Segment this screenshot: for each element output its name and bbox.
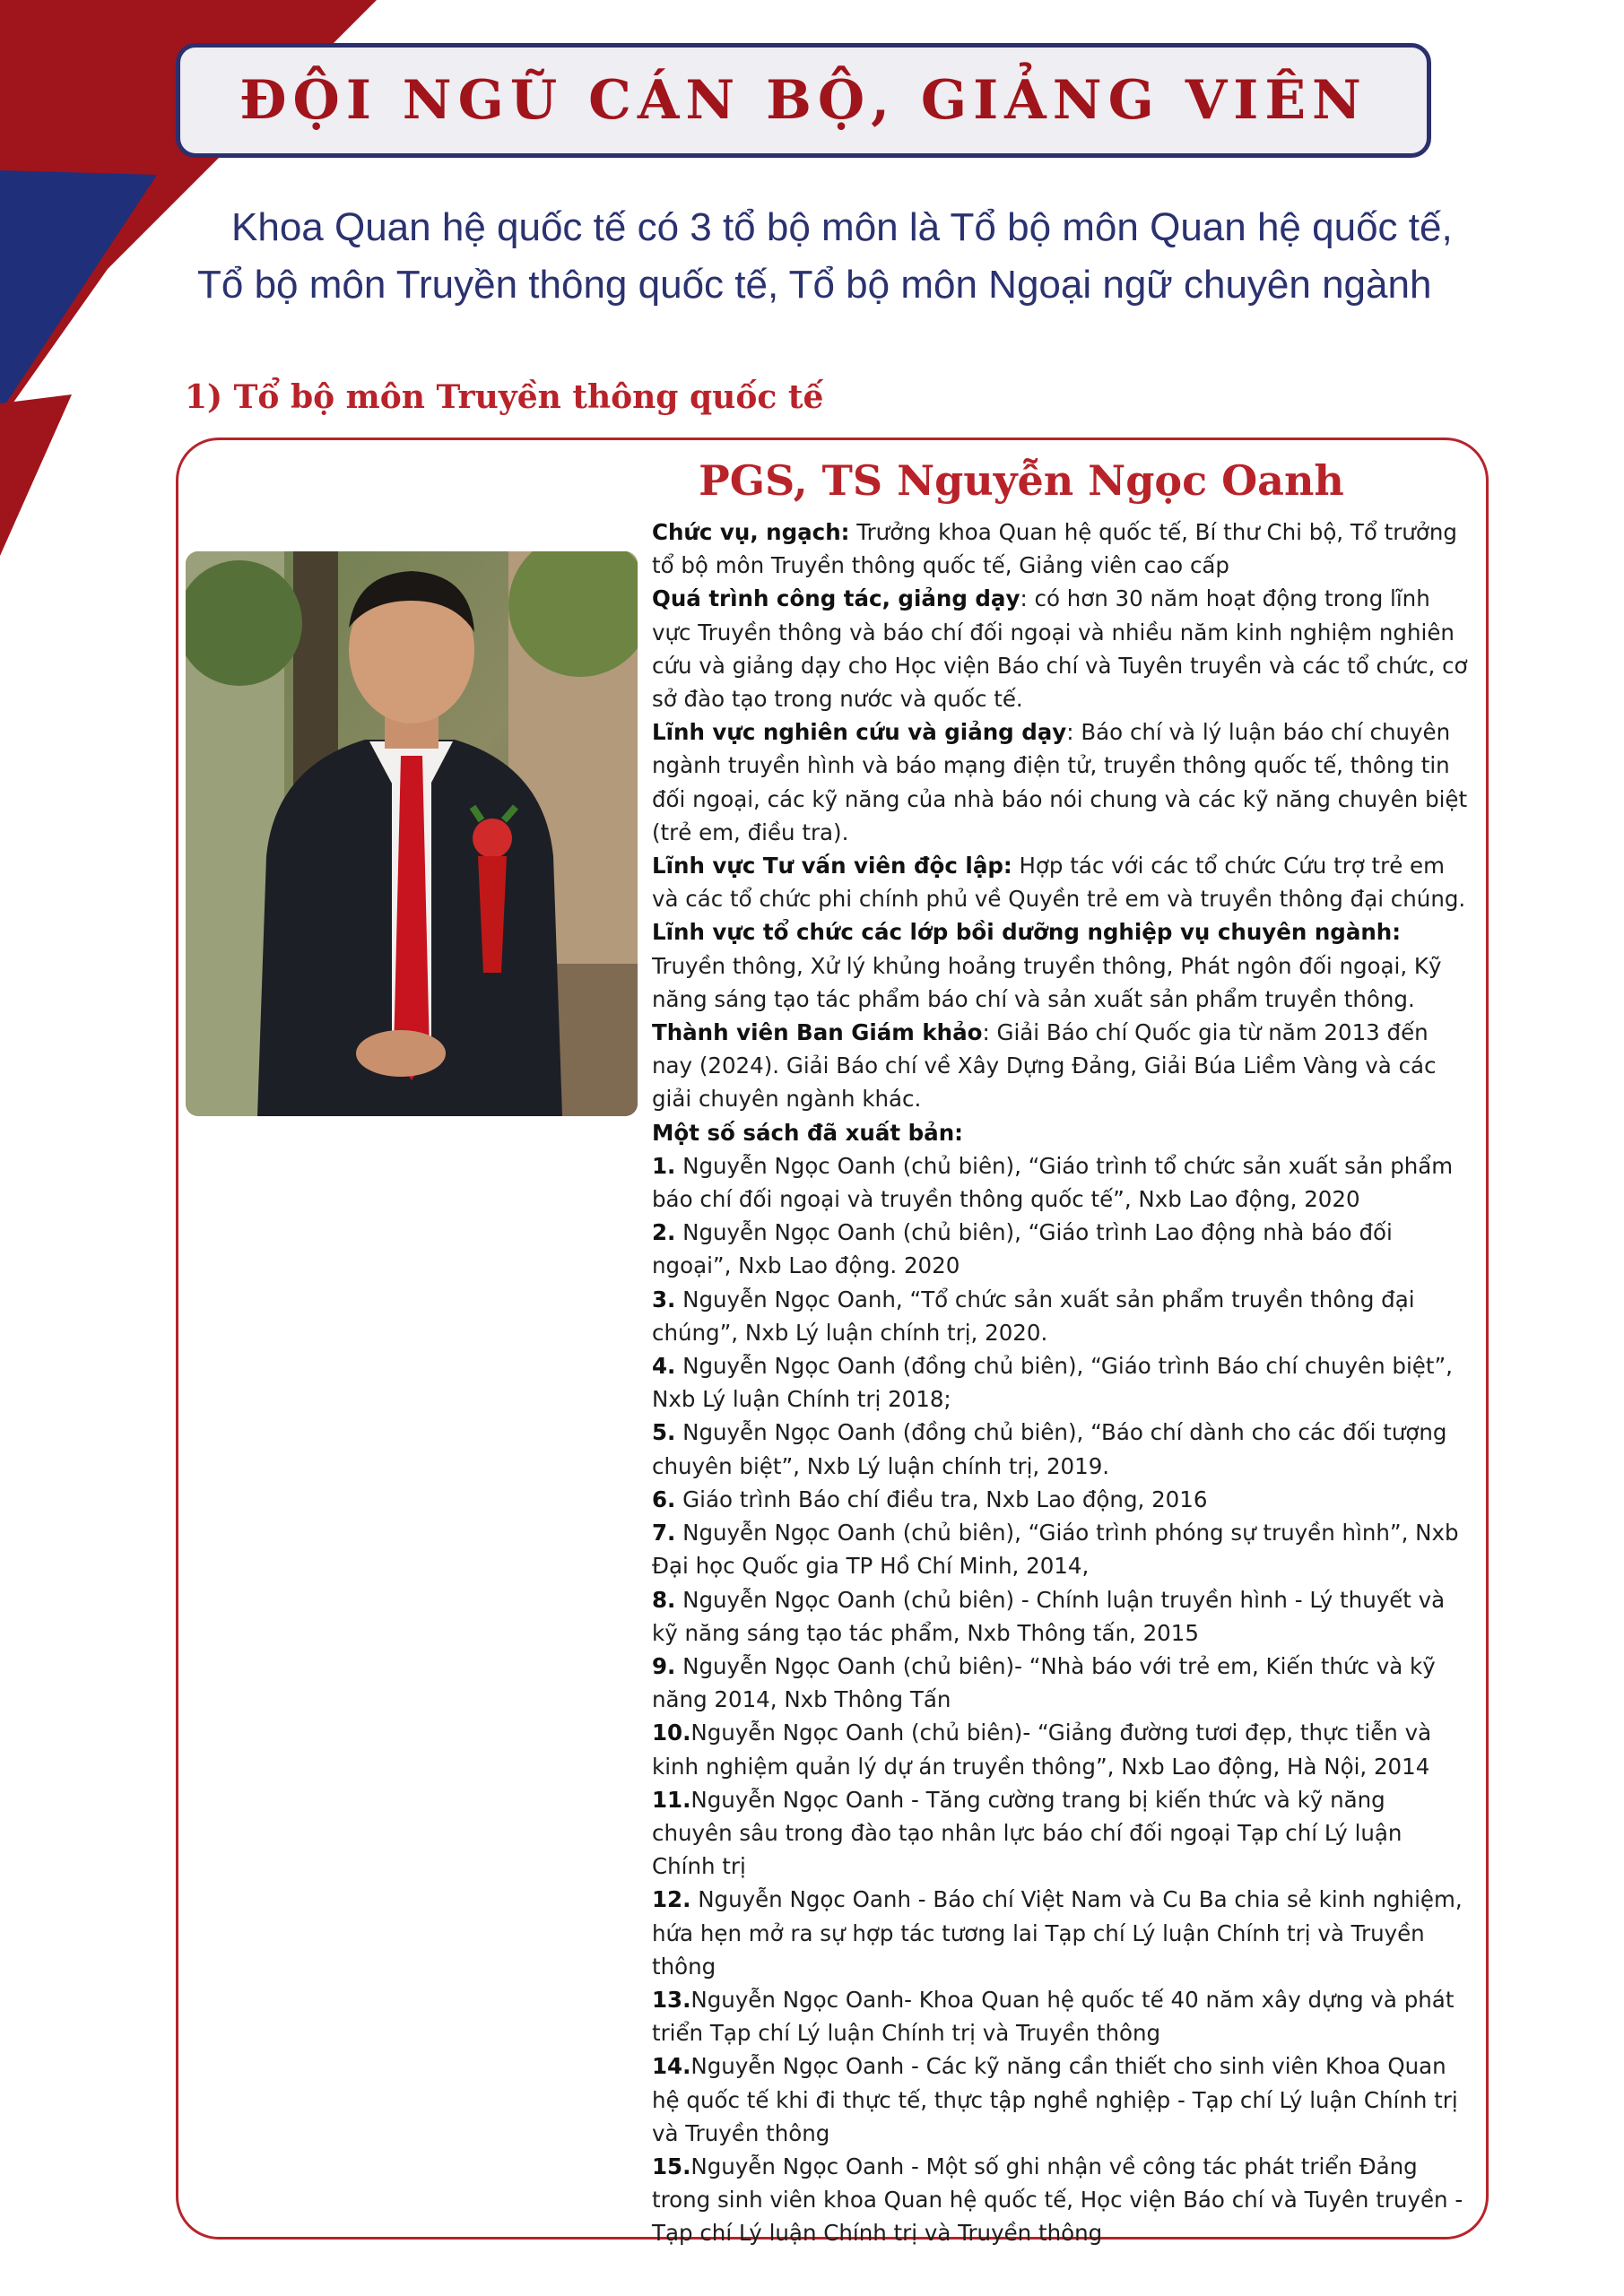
book-item	[652, 1783, 1470, 1884]
book-number: 8.	[652, 1586, 676, 1613]
bio-field-text: Trưởng khoa Quan hệ quốc tế, Bí thư Chi bộ, Tổ trưởng tổ bộ môn Truyền thông quốc tế, Giảng viên cao cấp	[652, 519, 1457, 579]
page-title: ĐỘI NGŨ CÁN BỘ, GIẢNG VIÊN	[239, 69, 1368, 132]
book-item	[652, 1416, 1470, 1482]
intro-paragraph	[197, 199, 1578, 314]
book-number: 3.	[652, 1286, 676, 1313]
bio-field	[652, 715, 1470, 849]
book-item	[652, 1983, 1470, 2049]
intro-line-1: Khoa Quan hệ quốc tế có 3 tổ bộ môn là Tổ bộ môn Quan hệ quốc tế,	[231, 205, 1453, 249]
book-text: Nguyễn Ngọc Oanh (chủ biên)- “Giảng đường tươi đẹp, thực tiễn và kinh nghiệm quản lý dự án truyền thông”, Nxb Lao động, Hà Nội, 2014	[652, 1720, 1432, 1780]
book-number: 2.	[652, 1219, 676, 1246]
bio-field	[652, 849, 1470, 915]
bio-field-label: Lĩnh vực tổ chức các lớp bồi dưỡng nghiệp vụ chuyên ngành:	[652, 919, 1402, 946]
bio-field-label: Lĩnh vực nghiên cứu và giảng dạy	[652, 719, 1067, 746]
book-item	[652, 1349, 1470, 1416]
book-text: Nguyễn Ngọc Oanh - Các kỹ năng cần thiết cho sinh viên Khoa Quan hệ quốc tế khi đi thực tế, thực tập nghề nghiệp - Tạp chí Lý luận Chính trị và Truyền thông	[652, 2053, 1458, 2146]
book-item	[652, 1483, 1470, 1516]
book-number: 13.	[652, 1986, 691, 2013]
book-number: 14.	[652, 2053, 691, 2080]
person-name: PGS, TS Nguyễn Ngọc Oanh	[699, 456, 1344, 505]
bio-field-label: Chức vụ, ngạch:	[652, 519, 850, 545]
bio-field-text: : có hơn 30 năm hoạt động trong lĩnh vực Truyền thông và báo chí đối ngoại và nhiều năm kinh nghiệm nghiên cứu và giảng dạy cho Học viện Báo chí và Tuyên truyền và các tổ chức, cơ sở đào tạo trong nước và quốc tế.	[652, 585, 1468, 713]
bio-field-label: Quá trình công tác, giảng dạy	[652, 585, 1020, 612]
book-text: Nguyễn Ngọc Oanh - Một số ghi nhận về công tác phát triển Đảng trong sinh viên khoa Quan hệ quốc tế, Học viện Báo chí và Tuyên truyền - Tạp chí Lý luận Chính trị và Truyền thông	[652, 2153, 1463, 2247]
books-heading-label: Một số sách đã xuất bản:	[652, 1119, 963, 1146]
profile-card	[176, 438, 1489, 2247]
book-number: 11.	[652, 1786, 691, 1813]
book-item	[652, 1650, 1470, 1716]
bio-field-text: Hợp tác với các tổ chức Cứu trợ trẻ em và các tổ chức phi chính phủ về Quyền trẻ em và truyền thông đại chúng.	[652, 853, 1466, 913]
bio-field-text: : Giải Báo chí Quốc gia từ năm 2013 đến nay (2024). Giải Báo chí về Xây Dựng Đảng, Giải Búa Liềm Vàng và các giải chuyên ngành khác.	[652, 1019, 1437, 1113]
book-item	[652, 1716, 1470, 1782]
book-text: Nguyễn Ngọc Oanh (đồng chủ biên), “Báo chí dành cho các đối tượng chuyên biệt”, Nxb Lý luận chính trị, 2019.	[652, 1419, 1447, 1479]
book-item	[652, 2049, 1470, 2150]
title-banner	[176, 43, 1431, 158]
bio-field	[652, 915, 1470, 1016]
book-item	[652, 1149, 1470, 1216]
book-text: Nguyễn Ngọc Oanh (chủ biên) - Chính luận truyền hình - Lý thuyết và kỹ năng sáng tạo tác phẩm, Nxb Thông tấn, 2015	[652, 1586, 1446, 1646]
book-text: Nguyễn Ngọc Oanh- Khoa Quan hệ quốc tế 40 năm xây dựng và phát triển Tạp chí Lý luận Chính trị và Truyền thông	[652, 1986, 1455, 2047]
book-text: Giáo trình Báo chí điều tra, Nxb Lao động, 2016	[675, 1486, 1208, 1512]
book-text: Nguyễn Ngọc Oanh (đồng chủ biên), “Giáo trình Báo chí chuyên biệt”, Nxb Lý luận Chính trị 2018;	[652, 1353, 1453, 1413]
bio-field-label: Lĩnh vực Tư vấn viên độc lập:	[652, 853, 1012, 879]
book-text: Nguyễn Ngọc Oanh - Tăng cường trang bị kiến thức và kỹ năng chuyên sâu trong đào tạo nhân lực báo chí đối ngoại Tạp chí Lý luận Chính trị	[652, 1786, 1403, 1880]
book-number: 6.	[652, 1486, 676, 1512]
book-number: 10.	[652, 1720, 691, 1746]
bio-field-label: Thành viên Ban Giám khảo	[652, 1019, 983, 1046]
bio-field	[652, 1016, 1470, 1116]
bio-field	[652, 516, 1470, 582]
book-text: Nguyễn Ngọc Oanh - Báo chí Việt Nam và Cu Ba chia sẻ kinh nghiệm, hứa hẹn mở ra sự hợp tác tương lai Tạp chí Lý luận Chính trị và Truyền thông	[652, 1886, 1463, 1980]
bio-text	[652, 516, 1470, 2250]
book-item	[652, 1516, 1470, 1582]
book-number: 9.	[652, 1652, 676, 1679]
bio-field-text: Truyền thông, Xử lý khủng hoảng truyền thông, Phát ngôn đối ngoại, Kỹ năng sáng tạo tác phẩm báo chí và sản xuất sản phẩm truyền thông.	[652, 952, 1442, 1012]
book-number: 12.	[652, 1886, 691, 1913]
book-item	[652, 1883, 1470, 1983]
books-heading	[652, 1116, 1470, 1149]
intro-line-2: Tổ bộ môn Truyền thông quốc tế, Tổ bộ môn Ngoại ngữ chuyên ngành	[197, 263, 1432, 307]
book-text: Nguyễn Ngọc Oanh (chủ biên), “Giáo trình phóng sự truyền hình”, Nxb Đại học Quốc gia TP Hồ Chí Minh, 2014,	[652, 1520, 1459, 1580]
profile-photo	[186, 551, 638, 1116]
book-text: Nguyễn Ngọc Oanh (chủ biên)- “Nhà báo với trẻ em, Kiến thức và kỹ năng 2014, Nxb Thông Tấn	[652, 1652, 1436, 1713]
book-item	[652, 2150, 1470, 2250]
book-text: Nguyễn Ngọc Oanh (chủ biên), “Giáo trình tổ chức sản xuất sản phẩm báo chí đối ngoại và truyền thông quốc tế”, Nxb Lao động, 2020	[652, 1152, 1454, 1213]
book-number: 5.	[652, 1419, 676, 1446]
book-item	[652, 1216, 1470, 1282]
book-item	[652, 1283, 1470, 1349]
book-text: Nguyễn Ngọc Oanh (chủ biên), “Giáo trình Lao động nhà báo đối ngoại”, Nxb Lao động. 2020	[652, 1219, 1393, 1279]
section-heading: 1) Tổ bộ môn Truyền thông quốc tế	[185, 378, 824, 416]
book-number: 15.	[652, 2153, 691, 2179]
book-number: 1.	[652, 1152, 676, 1179]
book-text: Nguyễn Ngọc Oanh, “Tổ chức sản xuất sản phẩm truyền thông đại chúng”, Nxb Lý luận chính trị, 2020.	[652, 1286, 1415, 1346]
bio-field-text: : Báo chí và lý luận báo chí chuyên ngành truyền hình và báo mạng điện tử, truyền thông quốc tế, thông tin đối ngoại, các kỹ năng của nhà báo nói chung và các kỹ năng chuyên biệt (trẻ em, điều tra).	[652, 719, 1468, 845]
book-number: 7.	[652, 1520, 676, 1547]
book-item	[652, 1583, 1470, 1650]
book-number: 4.	[652, 1353, 676, 1380]
bio-field	[652, 582, 1470, 715]
